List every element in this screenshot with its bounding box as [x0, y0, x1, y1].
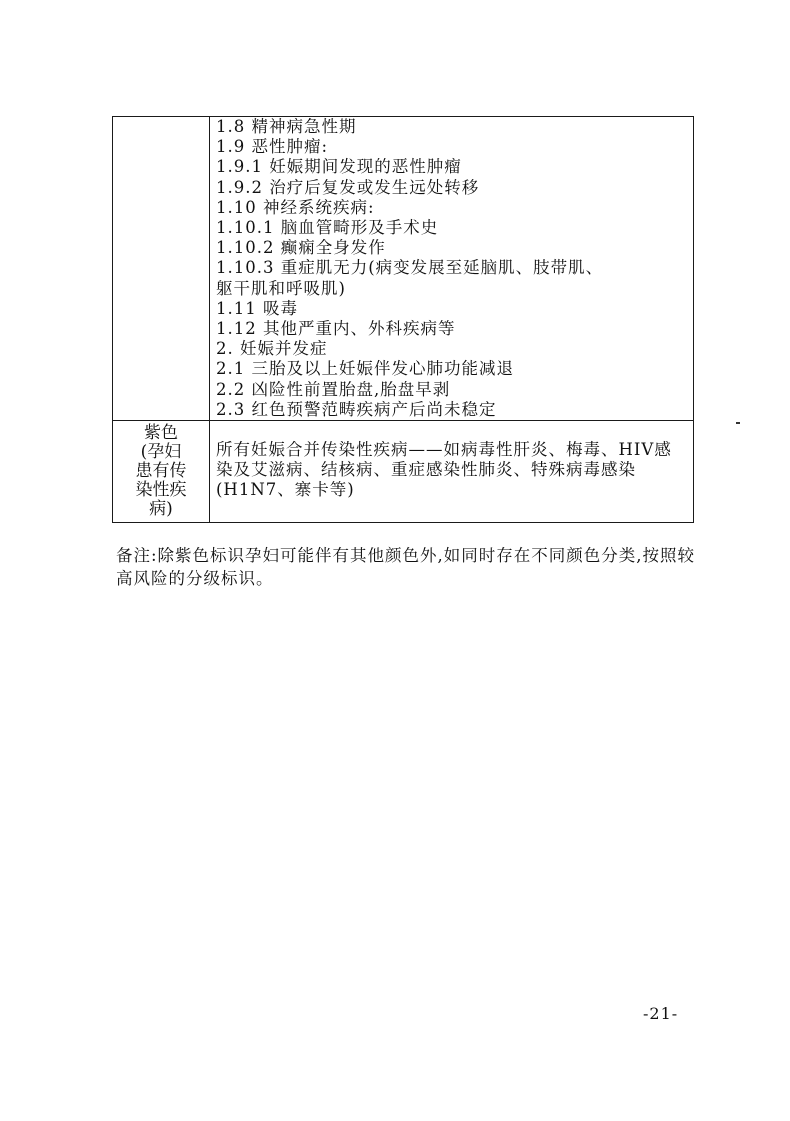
table-row	[113, 117, 694, 421]
list-item: 躯干肌和呼吸肌)	[216, 278, 346, 298]
content-cell-purple	[210, 421, 694, 523]
list-item: 1.10.1 脑血管畸形及手术史	[216, 218, 439, 238]
items-cell	[210, 117, 694, 421]
risk-classification-table	[112, 116, 694, 523]
list-item: 1.11 吸毒	[216, 298, 298, 318]
list-item: 2.2 凶险性前置胎盘,胎盘早剥	[216, 379, 451, 399]
list-item: 1.9 恶性肿瘤:	[216, 137, 329, 157]
infectious-disease-description: 所有妊娠合并传染性疾病——如病毒性肝炎、梅毒、HIV感染及艾滋病、结核病、重症感染性肺炎、特殊病毒感染(H1N7、寨卡等)	[216, 440, 672, 500]
list-item: 1.10 神经系统疾病:	[216, 197, 375, 217]
scan-speck	[736, 422, 740, 424]
list-item: 2. 妊娠并发症	[216, 339, 328, 359]
list-item: 1.8 精神病急性期	[216, 117, 357, 136]
list-item: 1.10.3 重症肌无力(病变发展至延脑肌、肢带肌、	[216, 258, 604, 278]
page-number: -21-	[643, 1004, 679, 1023]
list-item: 2.1 三胎及以上妊娠伴发心肺功能减退	[216, 359, 514, 379]
list-item: 1.9.1 妊娠期间发现的恶性肿瘤	[216, 157, 462, 177]
list-item: 1.12 其他严重内、外科疾病等	[216, 319, 456, 339]
category-cell-purple	[113, 421, 210, 523]
list-item: 1.9.2 治疗后复发或发生远处转移	[216, 177, 480, 197]
category-label-purple: 紫色 (孕妇 患有传 染性疾 病)	[135, 423, 187, 520]
category-cell	[113, 117, 210, 421]
disease-list	[210, 117, 693, 420]
category-label	[113, 117, 209, 123]
footnote: 备注:除紫色标识孕妇可能伴有其他颜色外,如同时存在不同颜色分类,按照较高风险的分级标识。	[116, 546, 696, 588]
list-item: 2.3 红色预警范畴疾病产后尚未稳定	[216, 399, 497, 419]
list-item: 1.10.2 癫痫全身发作	[216, 238, 386, 258]
table-row	[113, 421, 694, 523]
